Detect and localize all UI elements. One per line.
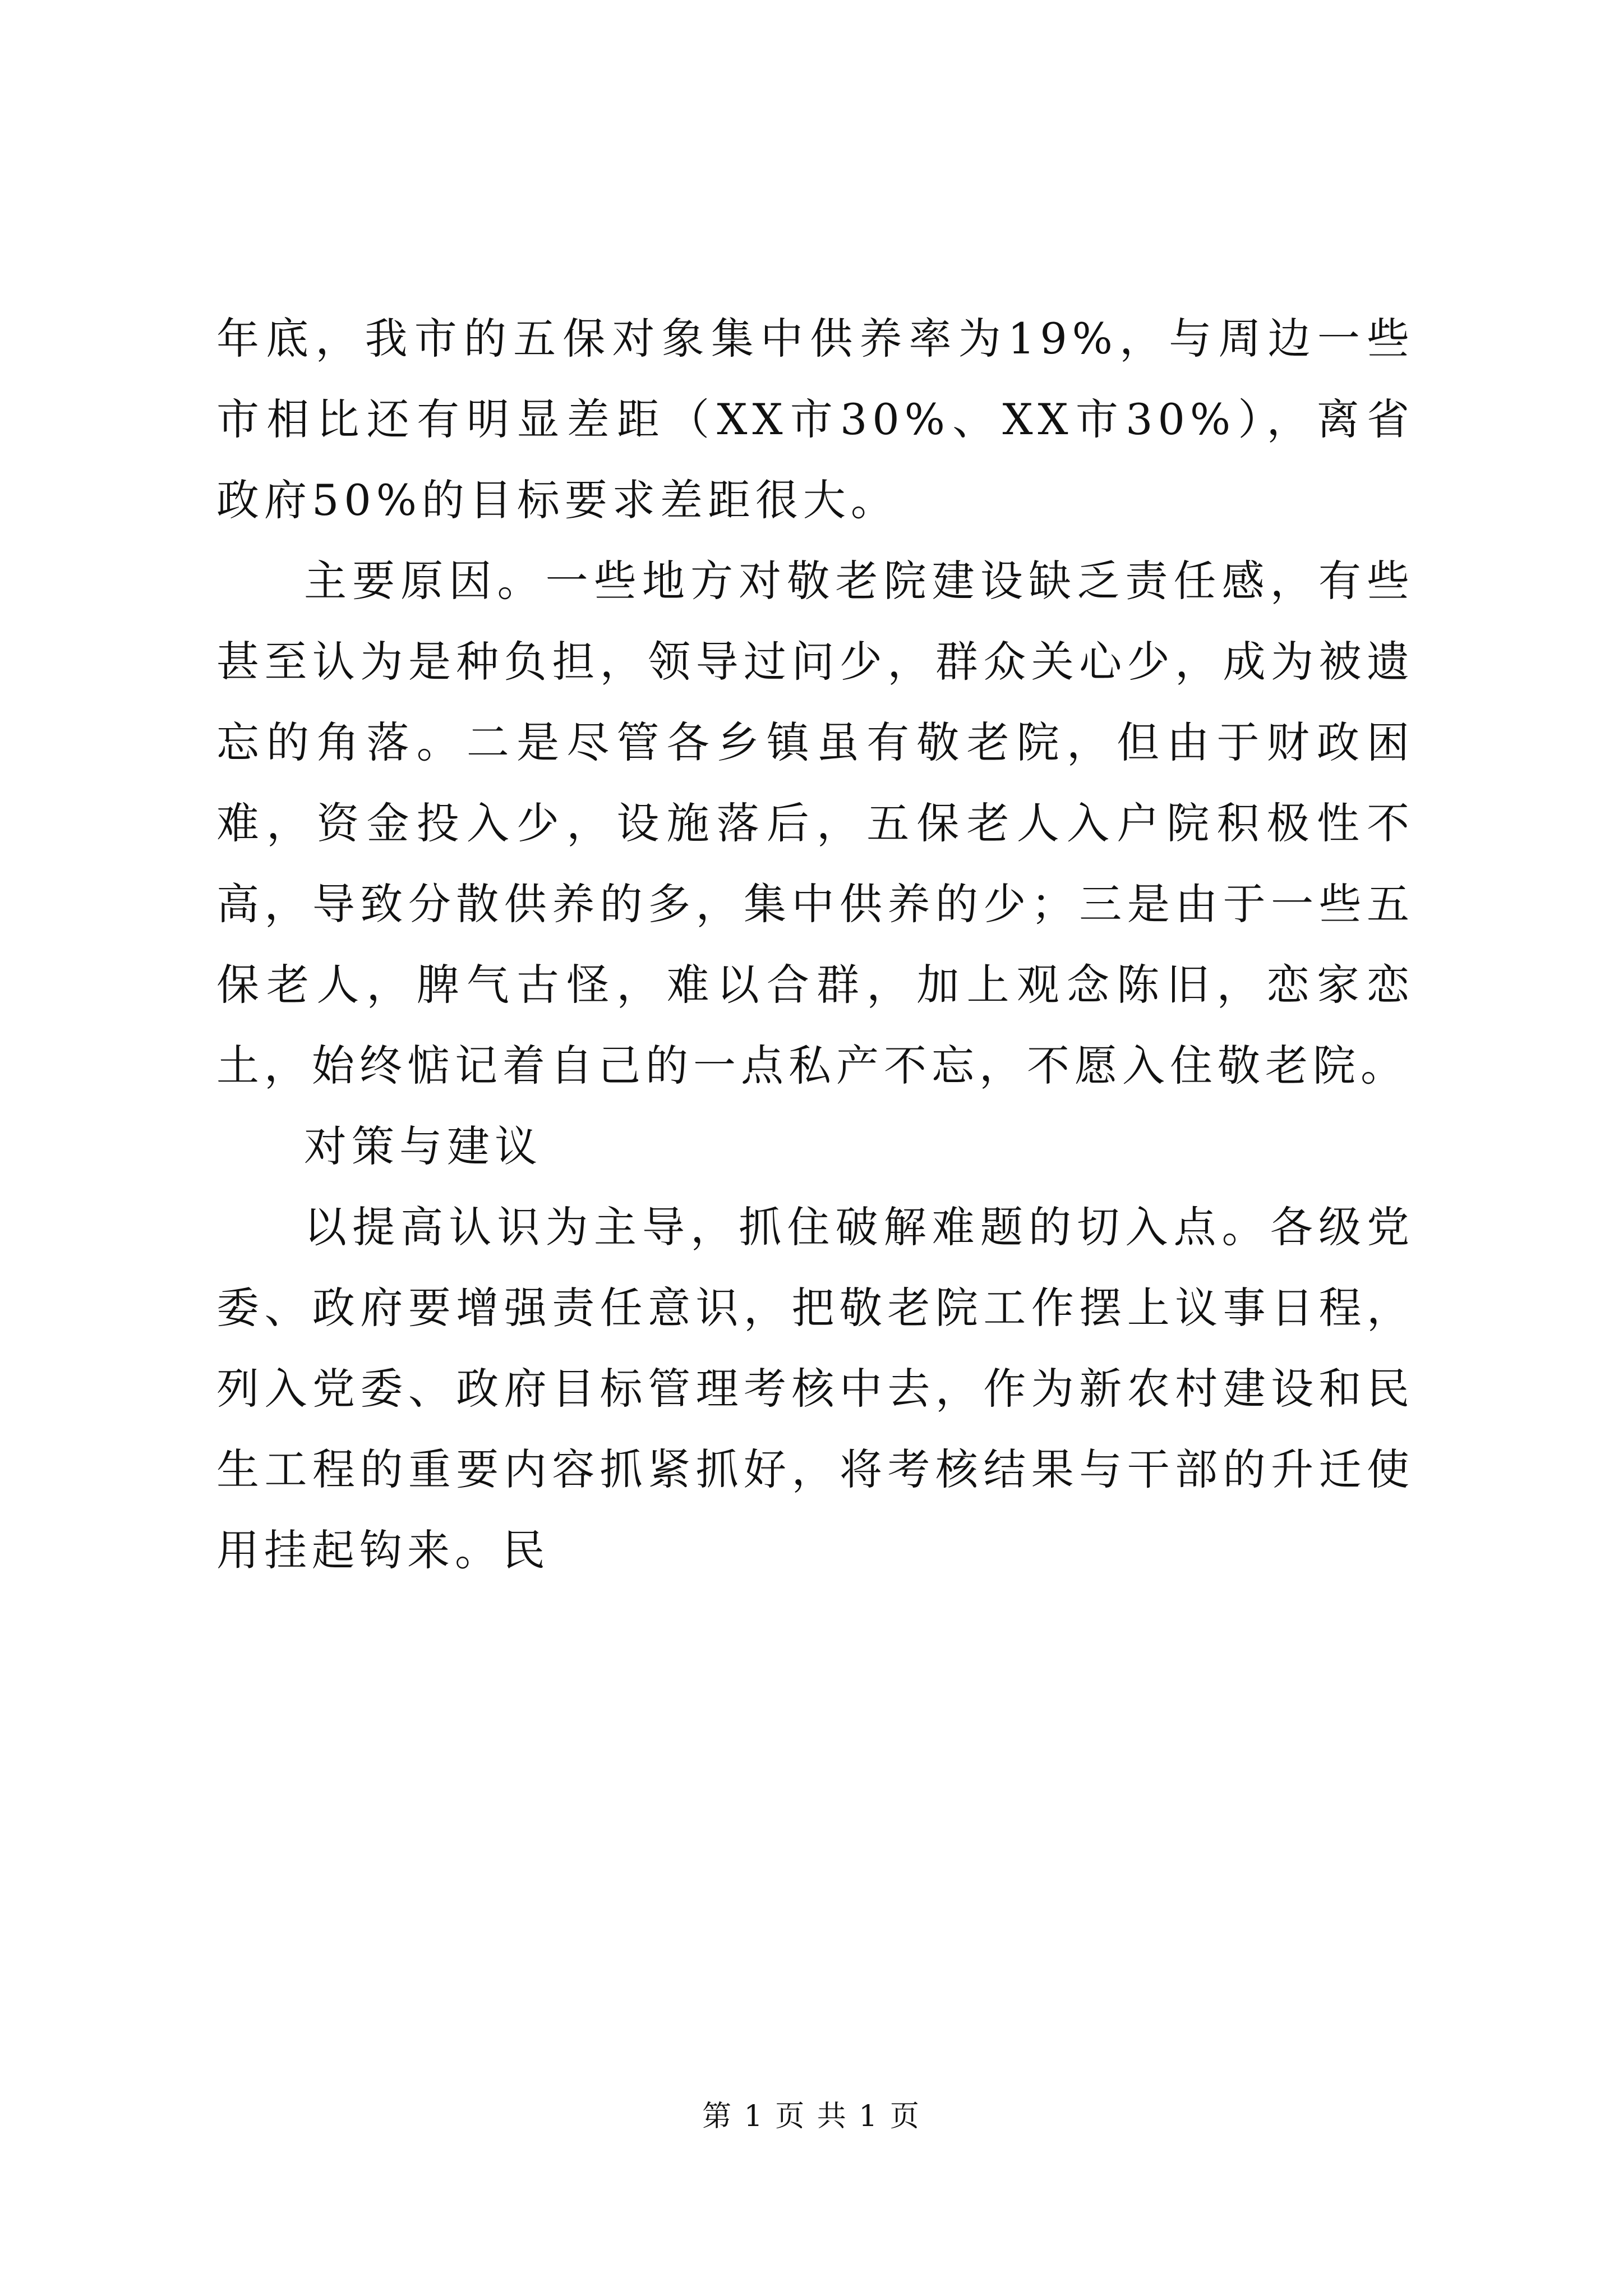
page-number-footer: 第 1 页 共 1 页 bbox=[702, 2100, 921, 2133]
section-heading: 对策与建议 bbox=[304, 1121, 542, 1171]
body-text bbox=[216, 298, 1414, 1591]
paragraph-2: 主要原因。一些地方对敬老院建设缺乏责任感，有些甚至认为是种负担，领导过问少，群众关心少，成为被遗忘的角落。二是尽管各乡镇虽有敬老院，但由于财政困难，资金投入少，设施落后，五保老人入户院积极性不高，导致分散供养的多，集中供养的少；三是由于一些五保老人，脾气古怪，难以合群，加上观念陈旧，恋家恋土，始终惦记着自己的一点私产不忘，不愿入住敬老院。 bbox=[216, 556, 1414, 1091]
paragraph-3: 以提高认识为主导，抓住破解难题的切入点。各级党委、政府要增强责任意识，把敬老院工作摆上议事日程，列入党委、政府目标管理考核中去，作为新农村建设和民生工程的重要内容抓紧抓好，将考核结果与干部的升迁使用挂起钩来。民 bbox=[216, 1202, 1414, 1575]
paragraph-1: 年底，我市的五保对象集中供养率为19%，与周边一些市相比还有明显差距（XX市30%、XX市30%），离省政府50%的目标要求差距很大。 bbox=[216, 314, 1414, 525]
